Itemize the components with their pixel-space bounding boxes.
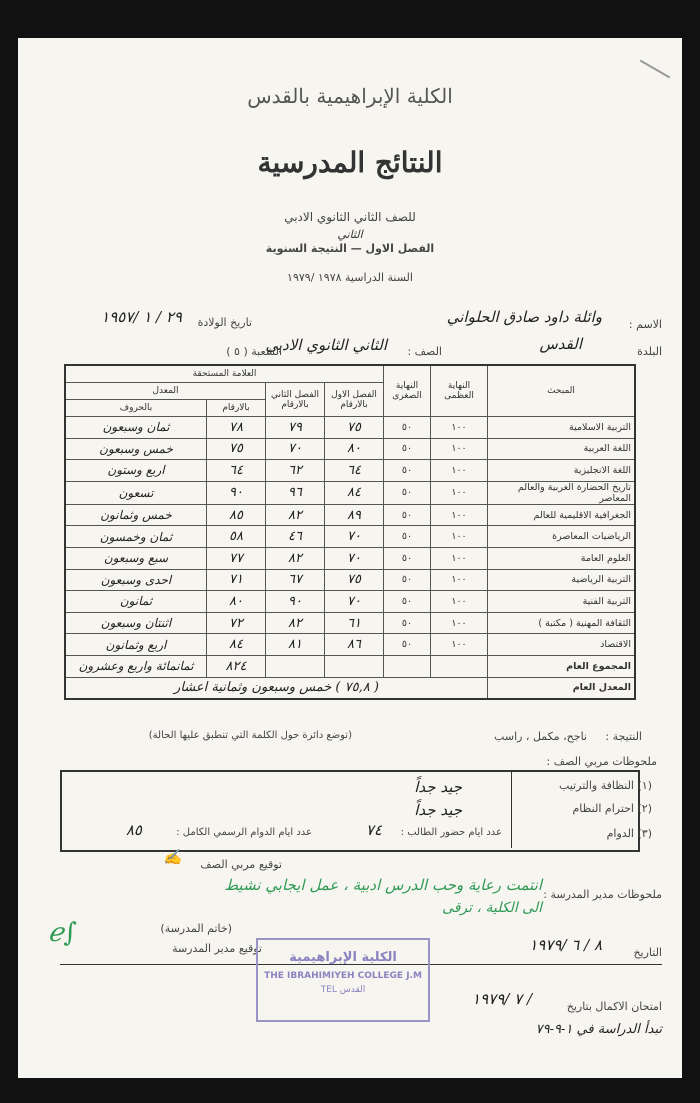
school-start-note: تبدأ الدراسة في ١-٩-٧٩ xyxy=(535,1022,662,1037)
cell-t2: ٨٢ xyxy=(266,612,325,634)
cell-t2: ٦٧ xyxy=(266,569,325,591)
cell-words: ثمانمائة واربع وعشرون xyxy=(65,655,207,677)
result-options: ناجح، مكمل ، راسب xyxy=(494,730,587,743)
cell-t2: ٦٢ xyxy=(266,460,325,482)
cell-max: ١٠٠ xyxy=(431,504,488,526)
principal-remarks-label: ملحوظات مدير المدرسة : xyxy=(543,888,662,901)
cell-subject: تاريخ الحضارة الغربية والعالم المعاصر xyxy=(488,481,636,504)
days-present-label: عدد ايام حضور الطالب : xyxy=(400,827,502,838)
cell-t2: ٨١ xyxy=(266,634,325,656)
cell-t2: ٨٢ xyxy=(266,547,325,569)
paper-clip-mark xyxy=(640,60,670,79)
cell-avg: ٨٥ xyxy=(207,504,266,526)
cell-subject: التربية الرياضية xyxy=(488,569,636,591)
class-label: الصف : xyxy=(407,345,442,358)
table-row xyxy=(65,526,635,548)
cell-subject: التربية الاسلامية xyxy=(488,417,636,439)
principal-note-2: الى الكلية ، ترقى xyxy=(442,900,542,916)
cell-avg: ٨٠ xyxy=(207,591,266,613)
principal-signature: ∫ℯ xyxy=(48,918,77,948)
remark-mark-2: جيد جداً xyxy=(414,801,462,819)
cell-t1: ٧٠ xyxy=(325,591,384,613)
cell-subject: اللغة العربية xyxy=(488,438,636,460)
school-stamp: الكلية الإبراهيمية THE IBRAHIMIYEH COLLEGE J.M TEL القدس xyxy=(256,938,430,1022)
semester-handwritten: الثاني xyxy=(337,228,363,241)
cell-min: ٥٠ xyxy=(384,569,431,591)
cell-t1: ٧٠ xyxy=(325,526,384,548)
cell-words: اربع وستون xyxy=(65,460,207,482)
cell-t2 xyxy=(266,655,325,677)
table-row xyxy=(65,417,635,439)
cell-avg: ٧١ xyxy=(207,569,266,591)
cell-t2: ٩٠ xyxy=(266,591,325,613)
page-title: النتائج المدرسية xyxy=(257,146,443,179)
cell-min: ٥٠ xyxy=(384,612,431,634)
cell-t1 xyxy=(325,655,384,677)
cell-subject: الثقافة المهنية ( مكتبة ) xyxy=(488,612,636,634)
cell-t1: ٨٦ xyxy=(325,634,384,656)
table-row xyxy=(65,634,635,656)
cell-t2: ٧٩ xyxy=(266,417,325,439)
cell-max: ١٠٠ xyxy=(431,481,488,504)
remark-mark-1: جيد جداً xyxy=(414,778,462,796)
col-average: المعدل xyxy=(65,383,266,400)
result-hint: (توضع دائرة حول الكلمة التي تنطبق عليها الحالة) xyxy=(148,730,352,741)
cell-avg: ٧٢ xyxy=(207,612,266,634)
cell-t2: ٤٦ xyxy=(266,526,325,548)
cell-words: ثمان وخمسون xyxy=(65,526,207,548)
table-row xyxy=(65,481,635,504)
date-label: التاريخ xyxy=(633,946,662,959)
semester-line: الفصل الاول — النتيجة السنوية xyxy=(265,242,435,255)
cell-max: ١٠٠ xyxy=(431,634,488,656)
col-min: النهاية الصغرى xyxy=(384,365,431,417)
cell-subject: الجغرافية الاقليمية للعالم xyxy=(488,504,636,526)
col-avg-digits: بالارقام xyxy=(207,400,266,417)
cell-subject: الاقتصاد xyxy=(488,634,636,656)
result-sheet xyxy=(18,38,682,1078)
cell-avg: ٨٤ xyxy=(207,634,266,656)
cell-words: تسعون xyxy=(65,481,207,504)
table-row xyxy=(65,460,635,482)
table-row xyxy=(65,677,635,699)
cell-avg: ٨٢٤ xyxy=(207,655,266,677)
cell-avg: ٦٤ xyxy=(207,460,266,482)
col-term2: الفصل الثاني بالارقام xyxy=(266,383,325,417)
days-total-label: عدد ايام الدوام الرسمي الكامل : xyxy=(176,827,312,838)
principal-note-1: انتمت رعاية وحب الدرس ادبية ، عمل ايجابي نشيط xyxy=(224,876,542,894)
cell-t1: ٧٥ xyxy=(325,417,384,439)
cell-min: ٥٠ xyxy=(384,438,431,460)
cell-subject: المجموع العام xyxy=(488,655,636,677)
cell-avg: ٧٥ xyxy=(207,438,266,460)
cell-max: ١٠٠ xyxy=(431,547,488,569)
table-row xyxy=(65,655,635,677)
teacher-sign-label: توقيع مربي الصف xyxy=(200,858,282,871)
cell-min: ٥٠ xyxy=(384,634,431,656)
cell-min: ٥٠ xyxy=(384,504,431,526)
cell-subject: العلوم العامة xyxy=(488,547,636,569)
cell-max: ١٠٠ xyxy=(431,591,488,613)
cell-avg: ٩٠ xyxy=(207,481,266,504)
table-row xyxy=(65,569,635,591)
table-row xyxy=(65,438,635,460)
class-value: الثاني الثانوي الادبي xyxy=(265,336,387,354)
cell-overall-average: ( ٧٥,٨ ) خمس وسبعون وثمانية اعشار xyxy=(65,677,488,699)
cell-min: ٥٠ xyxy=(384,547,431,569)
col-earned: العلامة المستحقة xyxy=(65,365,384,383)
col-subject: المبحث xyxy=(488,365,636,417)
cell-words: خمس وسبعون xyxy=(65,438,207,460)
remark-cleanliness: (١) النظافة والترتيب xyxy=(558,779,652,792)
year-line: السنة الدراسية ١٩٧٨ /١٩٧٩ xyxy=(287,271,413,284)
grade-line: للصف الثاني الثانوي الادبي xyxy=(284,210,416,224)
cell-subject: التربية الفنية xyxy=(488,591,636,613)
cell-max: ١٠٠ xyxy=(431,526,488,548)
town-label: البلدة xyxy=(637,345,662,358)
cell-t1: ٦٤ xyxy=(325,460,384,482)
table-row xyxy=(65,612,635,634)
cell-subject: المعدل العام xyxy=(488,677,636,699)
exam-value: / ٧ /١٩٧٩ xyxy=(472,990,532,1008)
days-present-value: ٧٤ xyxy=(365,821,382,839)
remarks-box xyxy=(60,770,640,852)
cell-avg: ٧٨ xyxy=(207,417,266,439)
date-value: ٨ / ٦ /١٩٧٩ xyxy=(529,936,602,954)
cell-words: خمس وثمانون xyxy=(65,504,207,526)
table-row xyxy=(65,504,635,526)
cell-avg: ٧٧ xyxy=(207,547,266,569)
cell-min: ٥٠ xyxy=(384,526,431,548)
days-total-value: ٨٥ xyxy=(125,821,142,839)
cell-words: ثمان وسبعون xyxy=(65,417,207,439)
remark-attendance: (٣) الدوام xyxy=(606,827,652,840)
cell-t2: ٧٠ xyxy=(266,438,325,460)
cell-max: ١٠٠ xyxy=(431,460,488,482)
name-label: الاسم : xyxy=(628,318,662,331)
cell-words: احدى وسبعون xyxy=(65,569,207,591)
cell-words: اربع وثمانون xyxy=(65,634,207,656)
col-max: النهاية العظمى xyxy=(431,365,488,417)
cell-max: ١٠٠ xyxy=(431,569,488,591)
dob-value: ٢٩ / ١ /١٩٥٧ xyxy=(101,308,182,326)
table-row xyxy=(65,547,635,569)
col-term1: الفصل الاول بالارقام xyxy=(325,383,384,417)
table-row xyxy=(65,591,635,613)
grades-table xyxy=(64,364,636,700)
cell-min: ٥٠ xyxy=(384,481,431,504)
cell-max: ١٠٠ xyxy=(431,417,488,439)
cell-max: ١٠٠ xyxy=(431,438,488,460)
cell-words: ثمانون xyxy=(65,591,207,613)
cell-t1: ٨٩ xyxy=(325,504,384,526)
cell-words: سبع وسبعون xyxy=(65,547,207,569)
town-value: القدس xyxy=(539,335,582,353)
cell-subject: الرياضيات المعاصرة xyxy=(488,526,636,548)
principal-sign-label: توقيع مدير المدرسة xyxy=(172,942,262,955)
cell-t2: ٩٦ xyxy=(266,481,325,504)
cell-min xyxy=(384,655,431,677)
cell-min: ٥٠ xyxy=(384,417,431,439)
cell-t1: ٦١ xyxy=(325,612,384,634)
cell-subject: اللغة الانجليزية xyxy=(488,460,636,482)
class-teacher-remarks-label: ملحوظات مربي الصف : xyxy=(546,755,657,768)
cell-min: ٥٠ xyxy=(384,460,431,482)
cell-min: ٥٠ xyxy=(384,591,431,613)
section-label: الشعبة ( ٥ ) xyxy=(226,345,282,358)
cell-t1: ٧٥ xyxy=(325,569,384,591)
cell-words: اثنتان وسبعون xyxy=(65,612,207,634)
cell-t1: ٨٠ xyxy=(325,438,384,460)
college-name: الكلية الإبراهيمية بالقدس xyxy=(247,84,453,108)
cell-t2: ٨٢ xyxy=(266,504,325,526)
cell-t1: ٨٤ xyxy=(325,481,384,504)
teacher-signature: ✍ xyxy=(163,848,182,866)
cell-avg: ٥٨ xyxy=(207,526,266,548)
result-label: النتيجة : xyxy=(605,730,642,743)
cell-t1: ٧٠ xyxy=(325,547,384,569)
name-value: وائلة داود صادق الحلواني xyxy=(446,308,602,326)
cell-max xyxy=(431,655,488,677)
remark-order: (٢) احترام النظام xyxy=(572,802,652,815)
col-avg-words: بالحروف xyxy=(65,400,207,417)
dob-label: تاريخ الولادة xyxy=(197,316,252,329)
cell-max: ١٠٠ xyxy=(431,612,488,634)
school-seal-label: (خاتم المدرسة) xyxy=(160,922,232,935)
exam-label: امتحان الاكمال بتاريخ xyxy=(566,1000,662,1013)
